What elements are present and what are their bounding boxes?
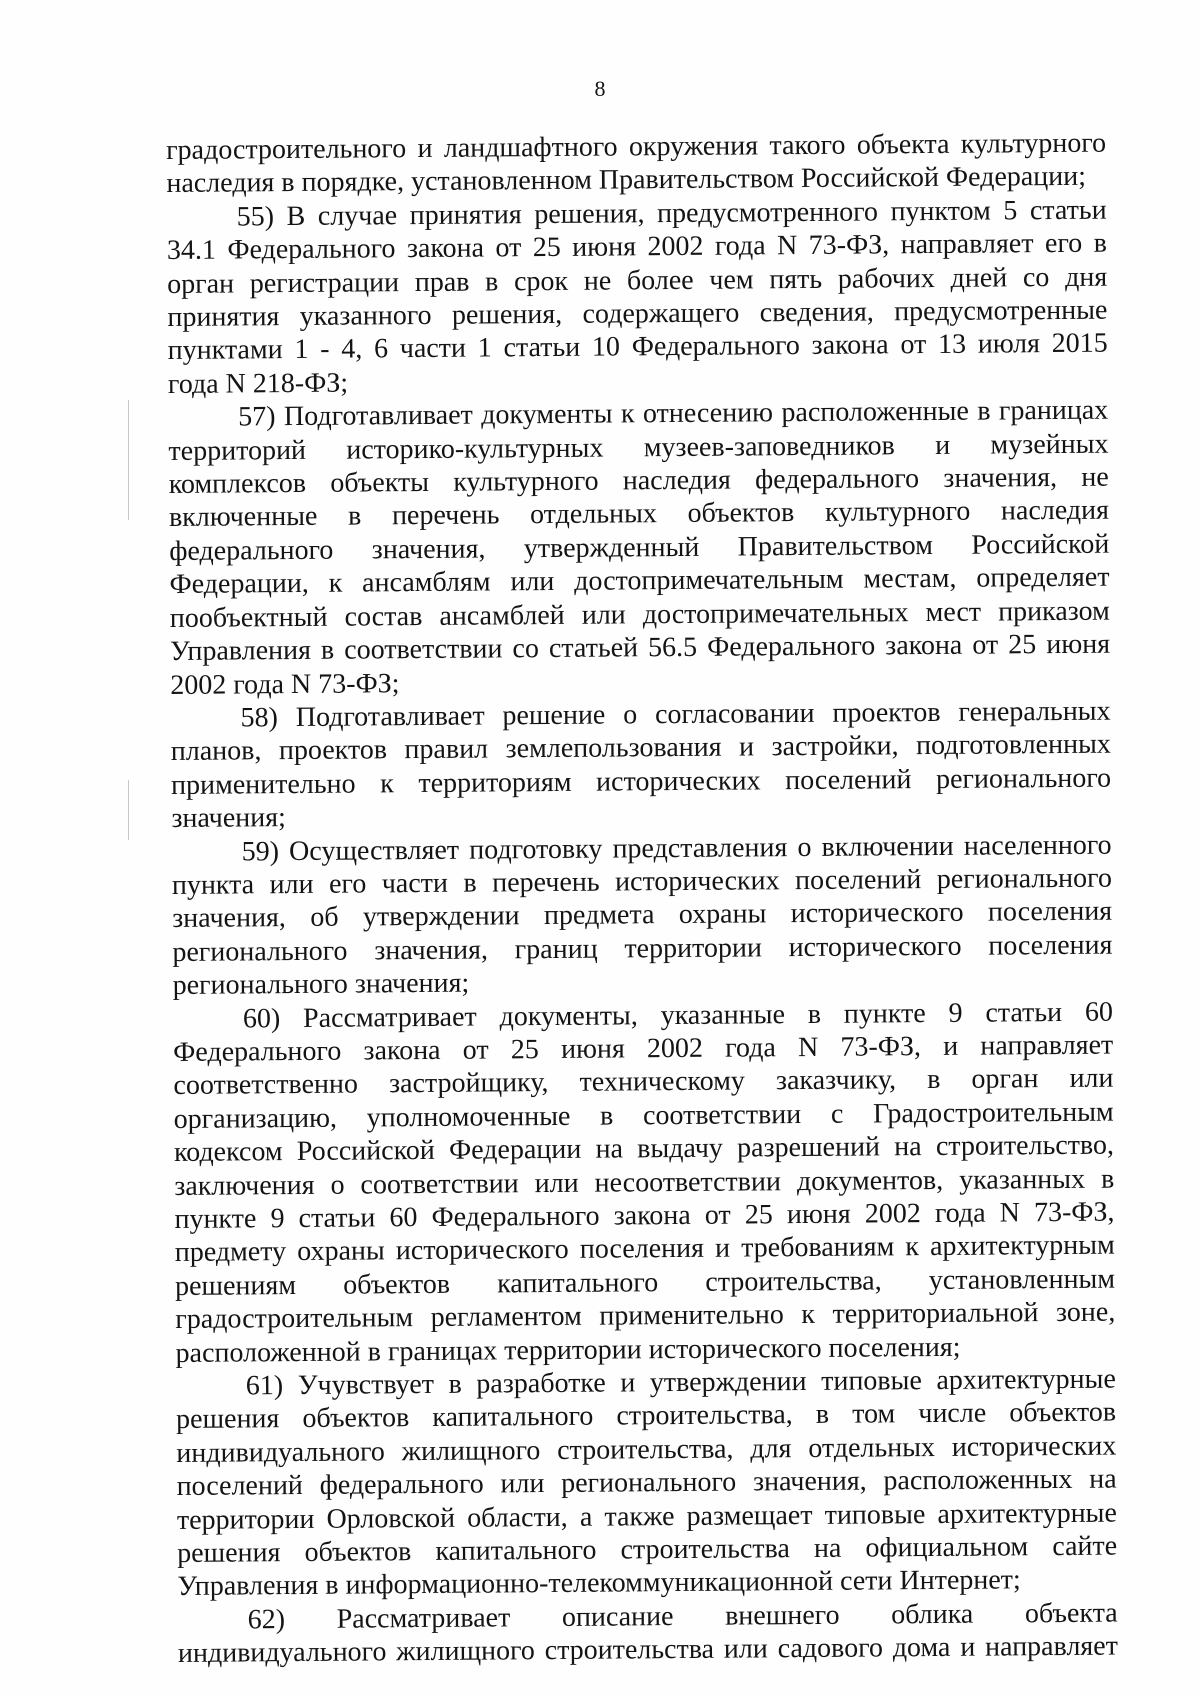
text-line: федерального значения, утвержденный Правительством Российской [169,528,1110,567]
paragraph-57 [168,394,1110,702]
text-line: пункта или его части в перечень исторических поселений регионального [171,862,1112,901]
text-line: градостроительного и ландшафтного окружения такого объекта культурного [166,127,1107,166]
text-line: индивидуального жилищного строительства или садового дома и направляет [177,1630,1119,1670]
text-line: Федерального закона от 25 июня 2002 года N 73-ФЗ, и направляет [173,1029,1114,1068]
text-line: пункте 9 статьи 60 Федерального закона от 25 июня 2002 года N 73-ФЗ, [174,1196,1115,1235]
text-line: Федерации, к ансамблям или достопримечательным местам, определяет [169,561,1110,601]
text-line: организацию, уполномоченные в соответствии с Градостроительным [173,1096,1114,1135]
text-line: 62) Рассматривает описание внешнего облика объекта [247,1597,1118,1636]
text-line: пообъектный состав ансамблей или достопримечательных мест приказом [169,595,1110,634]
text-line: 59) Осуществляет подготовку представления о включении населенного [241,829,1112,867]
paragraph-59 [172,828,1113,1002]
text-line: предмету охраны исторического поселения и требованиям к архитектурным [174,1229,1115,1269]
text-line: заключения о соответствии или несоответствии документов, указанных в [174,1163,1115,1202]
text-line: применительно к территориям исторических поселений регионального [170,762,1112,801]
scan-artifact-line [128,400,129,520]
text-line: планов, проектов правил землепользования и застройки, подготовленных [170,728,1111,768]
text-line: Управления в соответствии со статьей 56.5 Федерального закона от 25 июня [169,628,1111,668]
paragraph-61 [176,1363,1118,1604]
text-line: 61) Учувствует в разработке и утверждении типовые архитектурные [245,1363,1116,1402]
text-line: решения объектов капитального строительства, в том числе объектов [175,1397,1117,1436]
text-line: кодексом Российской Федерации на выдачу разрешений на строительство, [173,1129,1115,1169]
document-body [166,127,1118,1671]
text-line: решения объектов капитального строительства на официальном сайте [177,1530,1118,1570]
paragraph-cont [166,127,1106,201]
text-line: Управления в информационно-телекоммуникационной сети Интернет; [177,1564,1021,1603]
text-line: поселений федерального или регионального значения, расположенных на [176,1463,1117,1503]
text-line: 60) Рассматривает документы, указанные в пункте 9 статьи 60 [242,996,1114,1034]
text-line: наследия в порядке, установленном Правительством Российской Федерации; [166,161,1087,200]
text-line: решениям объектов капитального строительства, установленным [174,1263,1116,1302]
text-line: значения, об утверждении предмета охраны исторического поселения [172,895,1113,935]
text-line: регионального значения; [172,967,470,1002]
text-line: пунктами 1 - 4, 6 части 1 статьи 10 Федерального закона от 13 июля 2015 [167,328,1108,367]
text-line: соответственно застройщику, техническому заказчику, в орган или [173,1062,1114,1102]
text-line: регионального значения, границ территории исторического поселения [172,929,1113,968]
text-line: комплексов объекты культурного наследия федерального значения, не [168,461,1109,501]
paragraph-62 [178,1596,1118,1670]
paragraph-55 [167,193,1109,401]
text-line: градостроительным регламентом применительно к территориальной зоне, [175,1296,1116,1336]
text-line: орган регистрации прав в срок не более чем пять рабочих дней со дня [167,261,1108,300]
text-line: 2002 года N 73-ФЗ; [170,667,400,701]
text-line: значения; [171,802,286,835]
paragraph-58 [170,695,1111,836]
paragraph-60 [173,995,1116,1370]
text-line: 34.1 Федерального закона от 25 июня 2002 года N 73-ФЗ, направляет его в [166,227,1108,267]
text-line: включенные в перечень отдельных объектов культурного наследия [168,495,1110,534]
page-number: 8 [594,76,606,101]
text-line: года N 218-ФЗ; [167,367,349,400]
text-line: территорий историко-культурных музеев-заповедников и музейных [168,428,1109,467]
scan-artifact-line [128,780,129,840]
text-line: территории Орловской области, а также размещает типовые архитектурные [176,1497,1117,1536]
text-line: индивидуального жилищного строительства, для отдельных исторических [176,1430,1117,1469]
text-line: расположенной в границах территории исторического поселения; [175,1331,961,1369]
text-line: 58) Подготавливает решение о согласовании проектов генеральных [240,695,1111,734]
text-line: 55) В случае принятия решения, предусмотренного пунктом 5 статьи [236,194,1107,233]
text-line: принятия указанного решения, содержащего сведения, предусмотренные [167,294,1108,334]
text-line: 57) Подготавливает документы к отнесению расположенные в границах [238,394,1109,433]
